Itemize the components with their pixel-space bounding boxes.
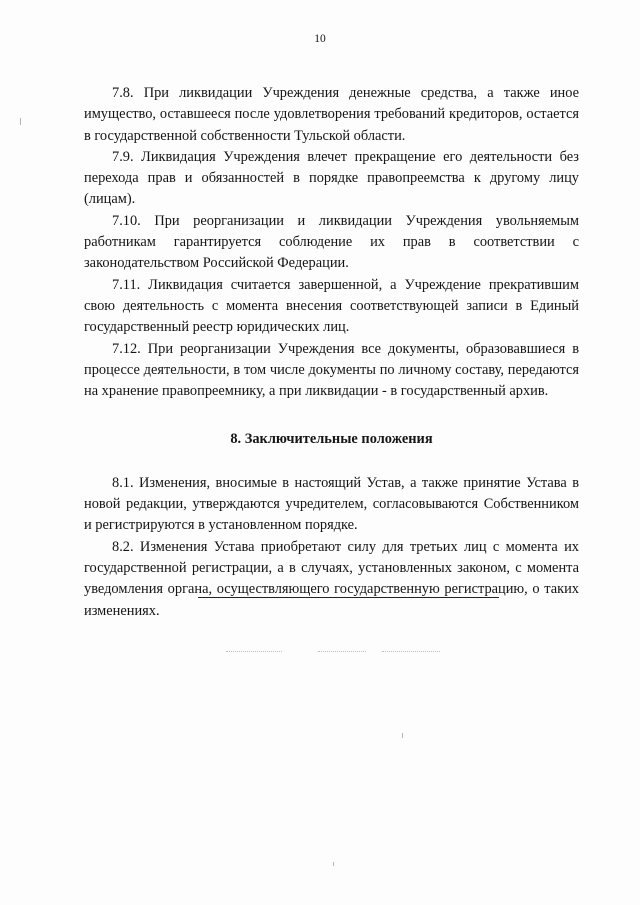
scan-artifact-line (318, 651, 366, 652)
spacer (84, 451, 579, 473)
paragraph-7-12: 7.12. При реорганизации Учреждения все документы, образовавшиеся в процессе деятельности, в том числе документы по личному составу, передаются на хранение правопреемнику, а при ликвидации - в государственный архив. (84, 340, 579, 400)
scan-speck (402, 733, 403, 738)
paragraph-7-9: 7.9. Ликвидация Учреждения влечет прекращение его деятельности без перехода прав и обязанностей в порядке правопреемства к другому лицу (лицам). (84, 148, 579, 208)
scan-speck (20, 118, 21, 125)
section-title-final-provisions: 8. Заключительные положения (230, 431, 433, 448)
document-body (84, 83, 579, 622)
paragraph-7-10: 7.10. При реорганизации и ликвидации Учреждения увольняемым работникам гарантируется соблюдение их прав в соответствии с законодательством Российской Федерации. (84, 212, 579, 272)
paragraph-7-8: 7.8. При ликвидации Учреждения денежные средства, а также иное имущество, оставшееся после удовлетворения требований кредиторов, остается в государственной собственности Тульской области. (84, 85, 579, 144)
scan-speck (333, 862, 334, 866)
paragraph-8-2: 8.2. Изменения Устава приобретают силу для третьих лиц с момента их государственной регистрации, а в случаях, установленных законом, с момента уведомления органа, осуществляющего государственную регистрацию, о таких изменениях. (84, 538, 579, 619)
spacer (84, 402, 579, 429)
paragraph-8-1: 8.1. Изменения, вносимые в настоящий Устав, а также принятие Устава в новой редакции, утверждаются учредителем, согласовываются Собственником и регистрируются в установленном порядке. (84, 474, 579, 534)
closing-rule-divider (198, 597, 499, 598)
scan-artifact-line (382, 651, 440, 652)
scan-artifact-line (226, 651, 282, 652)
page-number: 10 (314, 33, 326, 45)
paragraph-7-11: 7.11. Ликвидация считается завершенной, а Учреждение прекратившим свою деятельность с момента внесения соответствующей записи в Единый государственный реестр юридических лиц. (84, 276, 579, 336)
